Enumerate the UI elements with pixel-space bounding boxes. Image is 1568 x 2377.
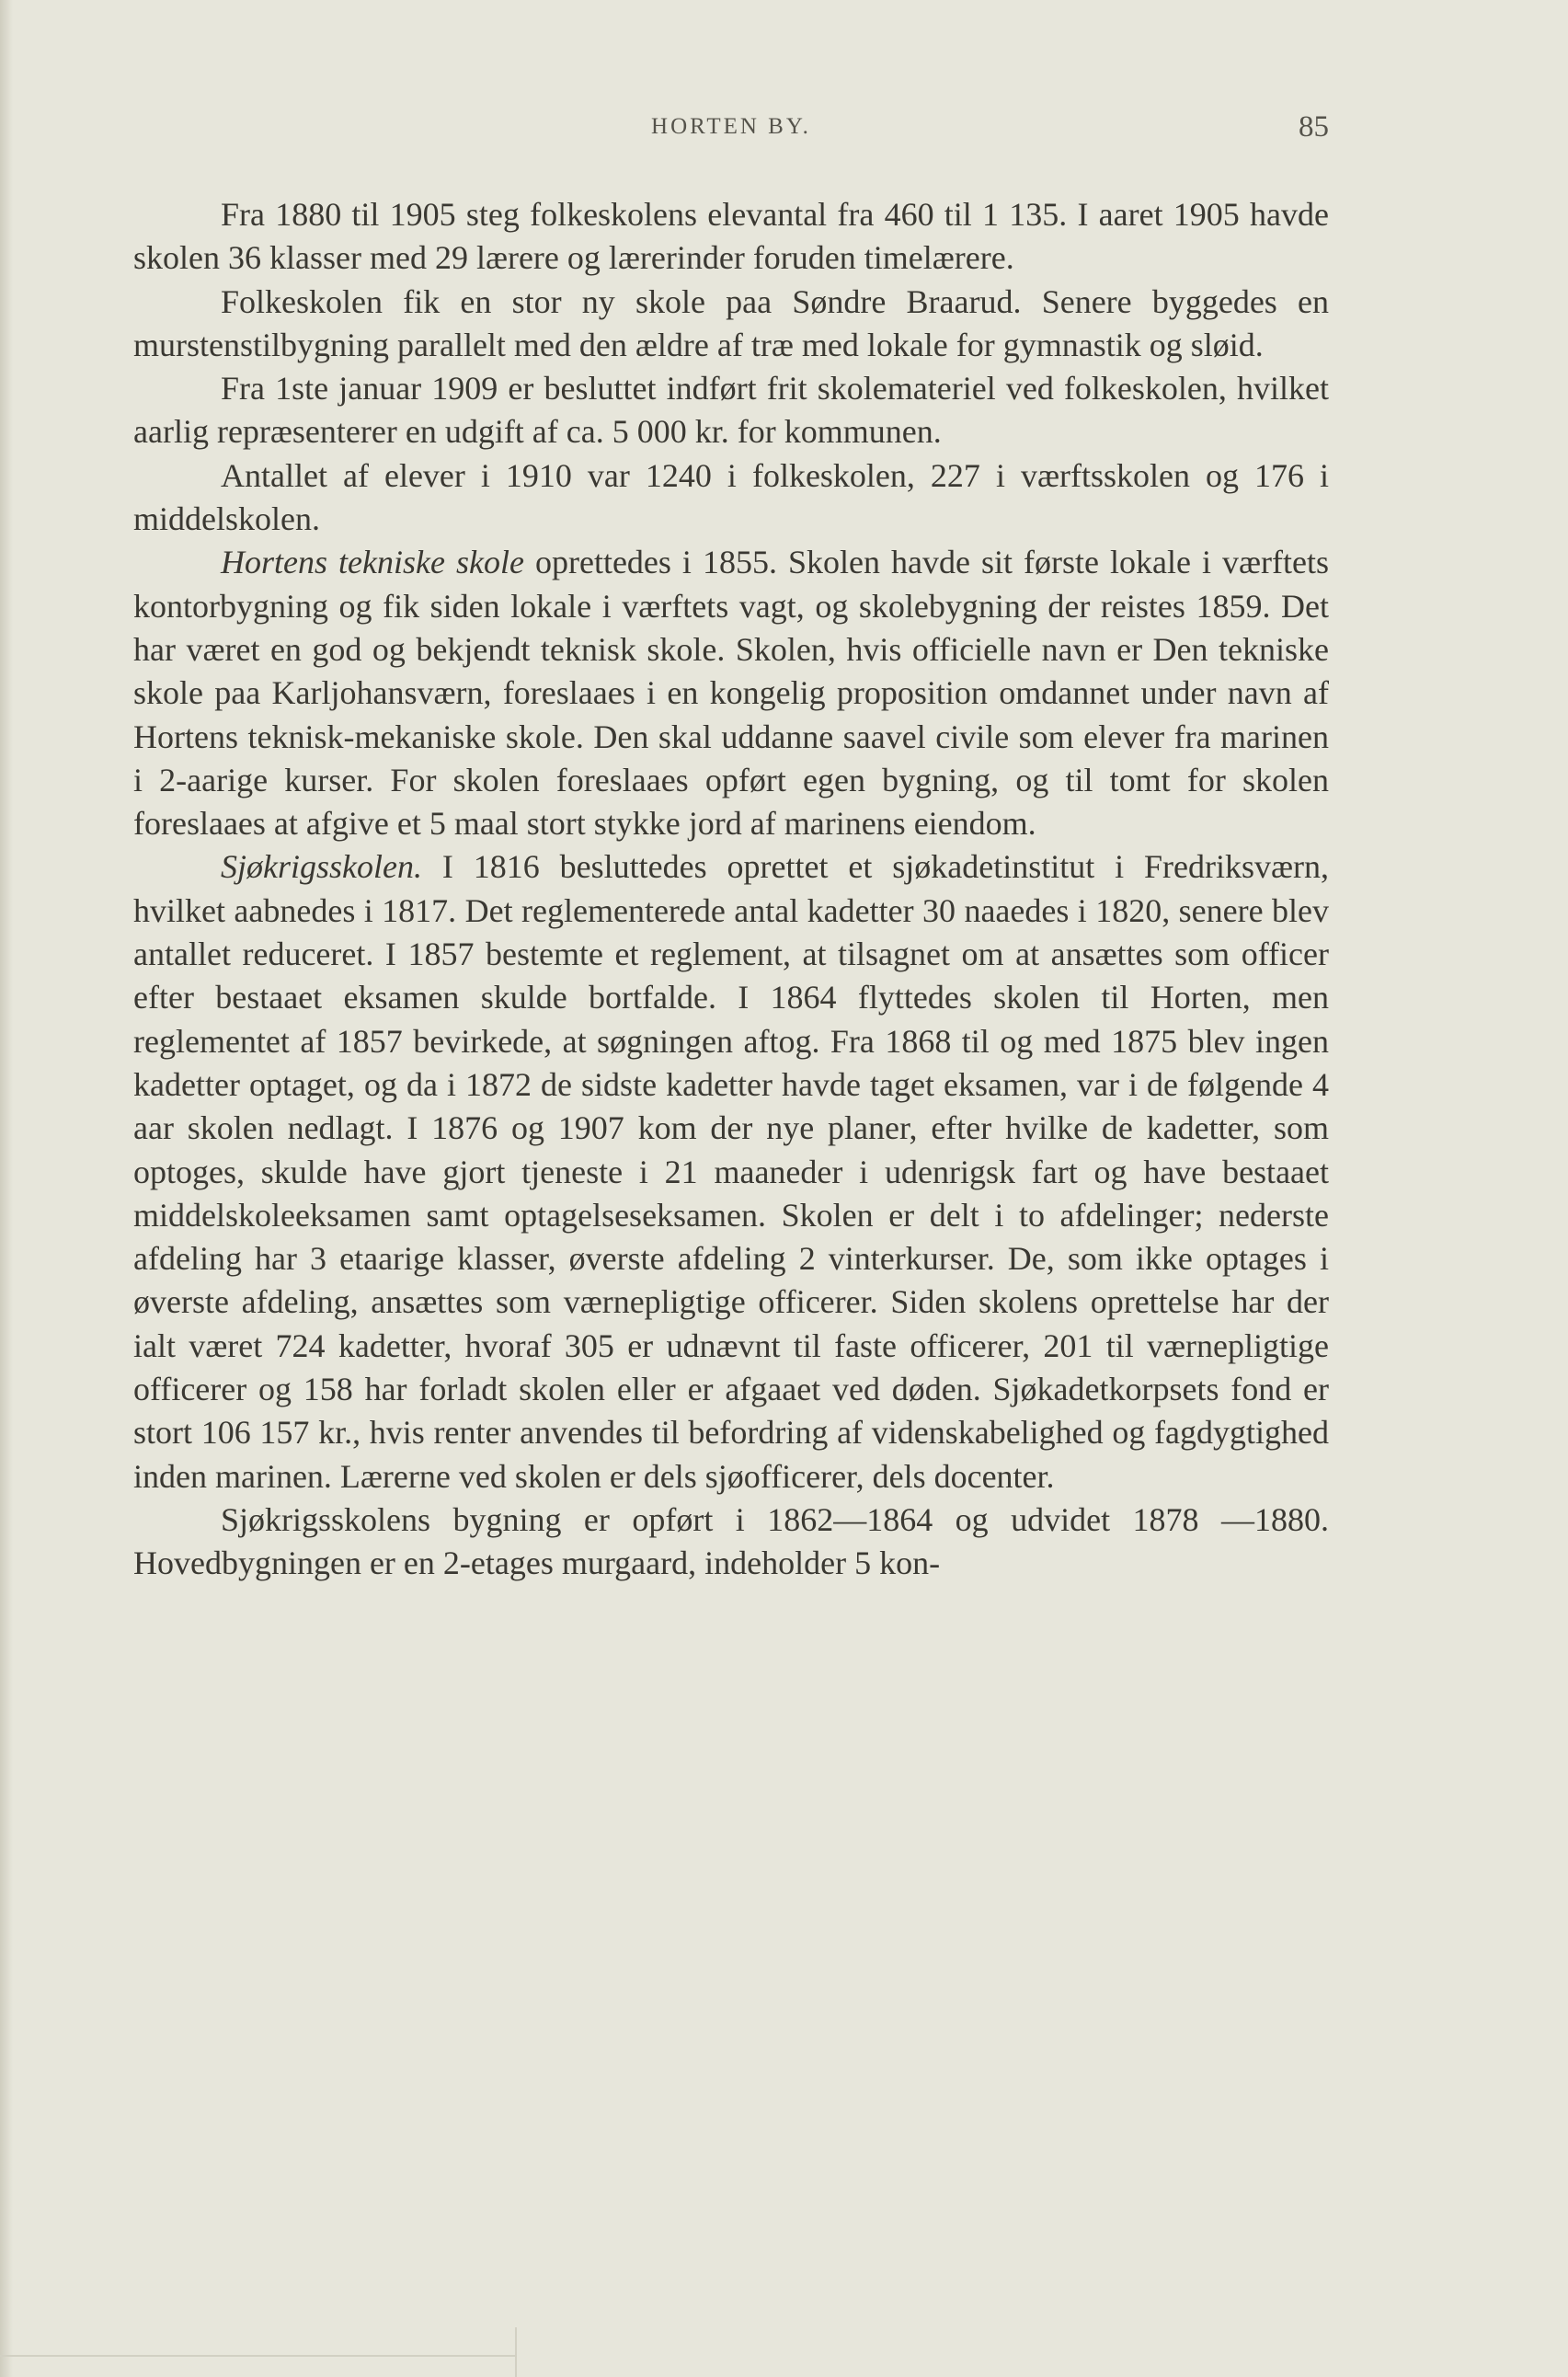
paragraph-bygning <box>133 1499 1329 1586</box>
paragraph-antal-elever <box>133 454 1329 542</box>
paragraph-skolemateriel <box>133 367 1329 454</box>
section-lead-italic: Hortens tekniske skole <box>221 544 524 581</box>
paragraph-text: I 1816 besluttedes oprettet et sjøkadetinstitut i Fredriksværn, hvilket aabnedes i 1817. Det reglementerede antal kadetter 30 naaedes i 1820, senere blev antallet reduceret. I 1857 bestemte et reglement, at tilsagnet om at ansættes som officer efter bestaaet eksamen skulde bortfalde. I 1864 flyttedes skolen til Horten, men reglementet af 1857 bevirkede, at søgningen aftog. Fra 1868 til og med 1875 blev ingen kadetter optaget, og da i 1872 de sidste kadetter havde taget eksamen, var i de følgende 4 aar skolen nedlagt. I 1876 og 1907 kom der nye planer, efter hvilke de kadetter, som optoges, skulde have gjort tjeneste i 21 maaneder i udenrigsk fart og have bestaaet middelskoleeksamen samt optagelseseksamen. Skolen er delt i to afdelinger; nederste afdeling har 3 etaarige klasser, øverste afdeling 2 vinterkurser. De, som ikke optages i øverste afdeling, ansættes som værnepligtige officerer. Siden skolens oprettelse har der ialt været 724 kadetter, hvoraf 305 er udnævnt til faste officerer, 201 til værnepligtige officerer og 158 har forladt skolen eller er afgaaet ved døden. Sjøkadetkorpsets fond er stort 106 157 kr., hvis renter anvendes til befordring af videnskabelighed og fagdygtighed inden marinen. Lærerne ved skolen er dels sjøofficerer, dels docenter. <box>133 848 1329 1495</box>
paragraph-text: Fra 1ste januar 1909 er besluttet indført frit skolemateriel ved folkeskolen, hvilket aarlig repræsenterer en udgift af ca. 5 000 kr. for kommunen. <box>133 370 1329 451</box>
paragraph-text: Antallet af elever i 1910 var 1240 i folkeskolen, 227 i værftsskolen og 176 i middelskolen. <box>133 456 1329 538</box>
paragraph-sjokrigsskolen <box>133 845 1329 1498</box>
scan-artifact-tick <box>515 2327 517 2377</box>
paragraph-text: Fra 1880 til 1905 steg folkeskolens elevantal fra 460 til 1 135. I aaret 1905 havde skolen 36 klasser med 29 lærere og lærerinder foruden timelærere. <box>133 196 1329 277</box>
paragraph-tekniske-skole <box>133 541 1329 845</box>
paragraph-text: oprettedes i 1855. Skolen havde sit første lokale i værftets kontorbygning og fik siden lokale i værftets vagt, og skolebygning der reistes 1859. Det har været en god og bekjendt teknisk skole. Skolen, hvis officielle navn er Den tekniske skole paa Karljohansværn, foreslaaes i en kongelig proposition omdannet under navn af Hortens teknisk-mekaniske skole. Den skal uddanne saavel civile som elever fra marinen i 2-aarige kurser. For skolen foreslaaes opført egen bygning, og til tomt for skolen foreslaaes at afgive et 5 maal stort stykke jord af marinens eiendom. <box>133 544 1329 843</box>
paragraph-text: Folkeskolen fik en stor ny skole paa Søndre Braarud. Senere byggedes en murstenstilbygning parallelt med den ældre af træ med lokale for gymnastik og sløid. <box>133 282 1329 363</box>
section-lead-italic: Sjøkrigsskolen. <box>221 848 422 886</box>
body-text <box>133 193 1329 1586</box>
page-number: 85 <box>1299 110 1329 144</box>
scan-artifact-line <box>0 2355 515 2357</box>
running-head: HORTEN BY. <box>651 114 811 139</box>
page-header <box>133 110 1329 151</box>
paragraph-folkeskolen-elevantal <box>133 193 1329 281</box>
paragraph-text: Sjøkrigsskolens bygning er opført i 1862—1864 og udvidet 1878 —1880. Hovedbygningen er en 2-etages murgaard, indeholder 5 kon- <box>133 1500 1329 1582</box>
page-edge-shadow <box>0 0 13 2377</box>
paragraph-ny-skole <box>133 281 1329 368</box>
